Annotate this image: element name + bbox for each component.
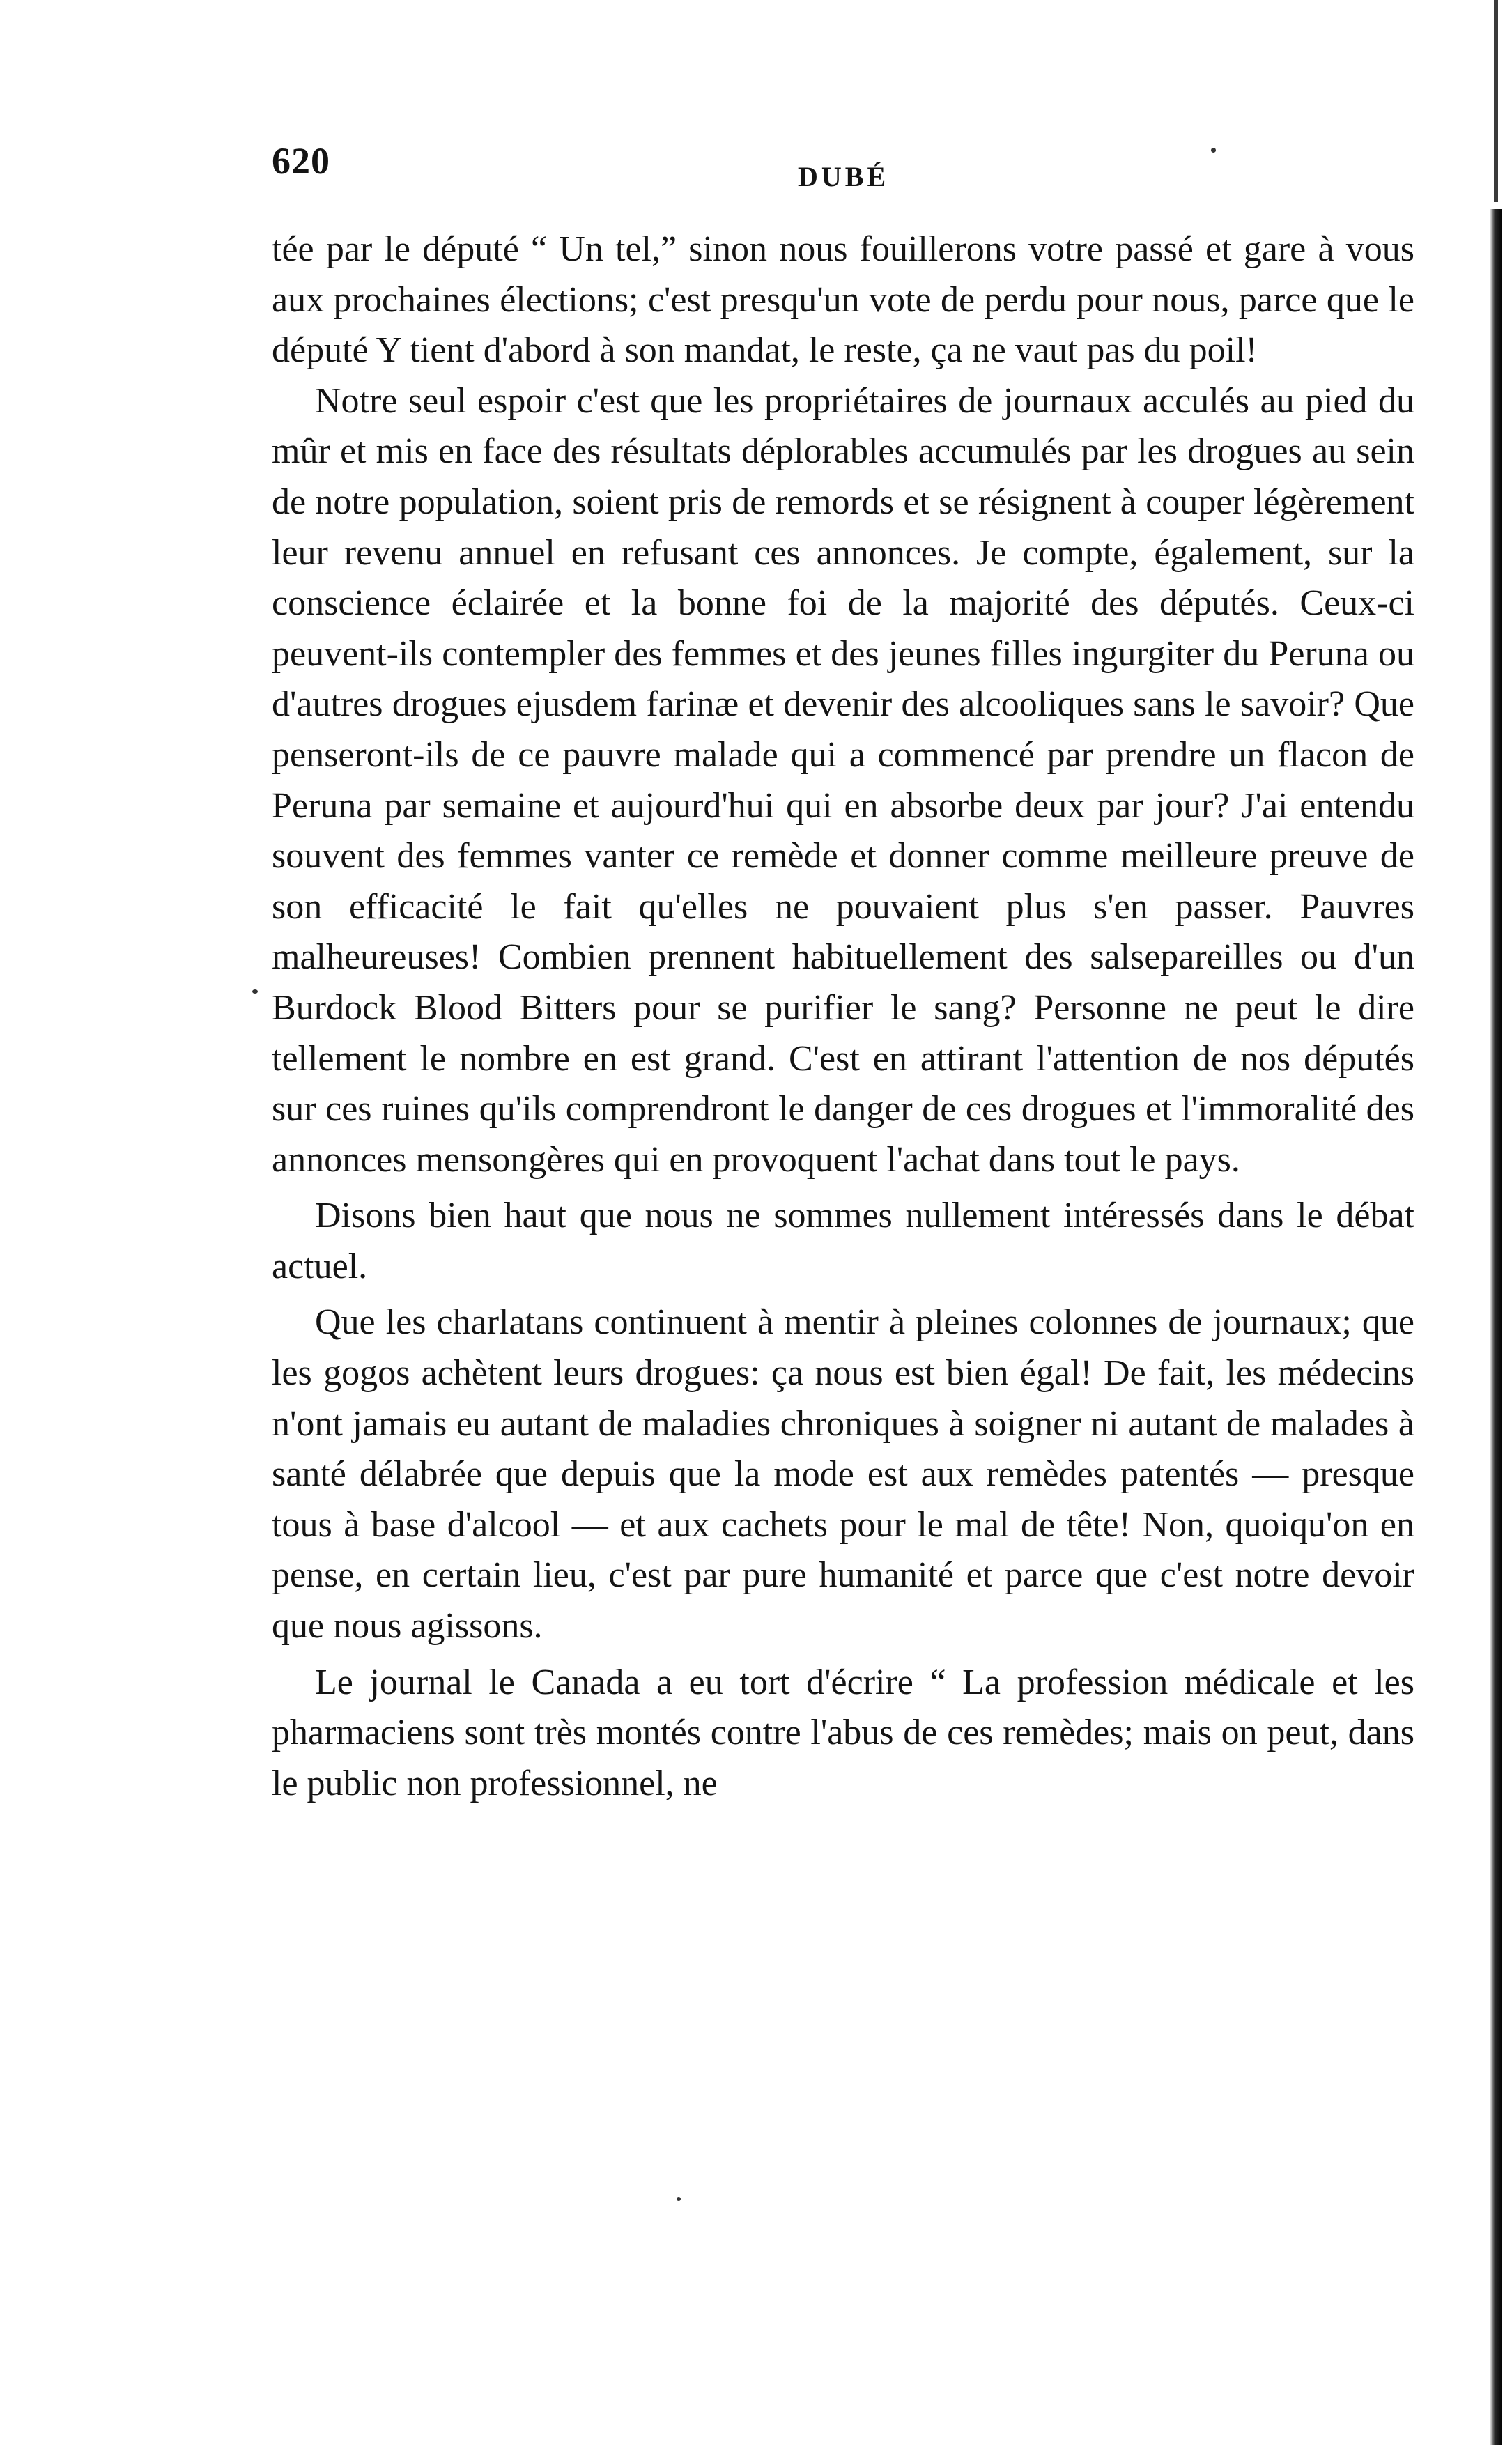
body-text [272, 224, 1414, 1809]
page-number: 620 [272, 140, 330, 182]
page-header [272, 139, 1414, 195]
page-edge-shadow [1490, 209, 1502, 2445]
running-head: DUBÉ [798, 161, 890, 192]
ink-speck [677, 2197, 681, 2201]
paragraph-journaux: Notre seul espoir c'est que les propriétaires de journaux acculés au pied du mûr et mis en face des résultats déplorables accumulés par les drogues au sein de notre population, soient pris de remords et se résignent à couper légèrement leur revenu annuel en refusant ces annonces. Je compte, également, sur la conscience éclairée et la bonne foi de la majorité des députés. Ceux-ci peuvent-ils contempler des femmes et des jeunes filles ingurgiter du Peruna ou d'autres drogues ejusdem farinæ et devenir des alcooliques sans le savoir? Que penseront-ils de ce pauvre malade qui a commencé par prendre un flacon de Peruna par semaine et aujourd'hui qui en absorbe deux par jour? J'ai entendu souvent des femmes vanter ce remède et donner comme meilleure preuve de son efficacité le fait qu'elles ne pouvaient plus s'en passer. Pauvres malheureuses! Combien prennent habituellement des salsepareilles ou d'un Burdock Blood Bitters pour se purifier le sang? Personne ne peut le dire tellement le nombre en est grand. C'est en attirant l'attention de nos députés sur ces ruines qu'ils comprendront le danger de ces drogues et l'immoralité des annonces mensongères qui en provoquent l'achat dans tout le pays. [272, 380, 1414, 1180]
ink-speck [1211, 148, 1216, 153]
paragraph-disons: Disons bien haut que nous ne sommes nullement intéressés dans le débat actuel. [272, 1196, 1414, 1286]
ink-speck [252, 989, 258, 994]
paragraph-canada: Le journal le Canada a eu tort d'écrire “ La profession médicale et les pharmaciens sont très montés contre l'abus de ces remèdes; mais on peut, dans le public non professionnel, ne [272, 1662, 1414, 1803]
page-edge-top [1494, 0, 1498, 202]
paragraph-charlatans: Que les charlatans continuent à mentir à pleines colonnes de journaux; que les gogos achètent leurs drogues: ça nous est bien égal! De fait, les médecins n'ont jamais eu autant de maladies chroniques à soigner ni autant de malades à santé délabrée que depuis que la mode est aux remèdes patentés — presque tous à base d'alcool — et aux cachets pour le mal de tête! Non, quoiqu'on en pense, en certain lieu, c'est par pure humanité et parce que c'est notre devoir que nous agissons. [272, 1302, 1414, 1646]
paragraph-continuation: tée par le député “ Un tel,” sinon nous fouillerons votre passé et gare à vous aux prochaines élections; c'est presqu'un vote de perdu pour nous, parce que le député Y tient d'abord à son mandat, le reste, ça ne vaut pas du poil! [272, 229, 1414, 371]
